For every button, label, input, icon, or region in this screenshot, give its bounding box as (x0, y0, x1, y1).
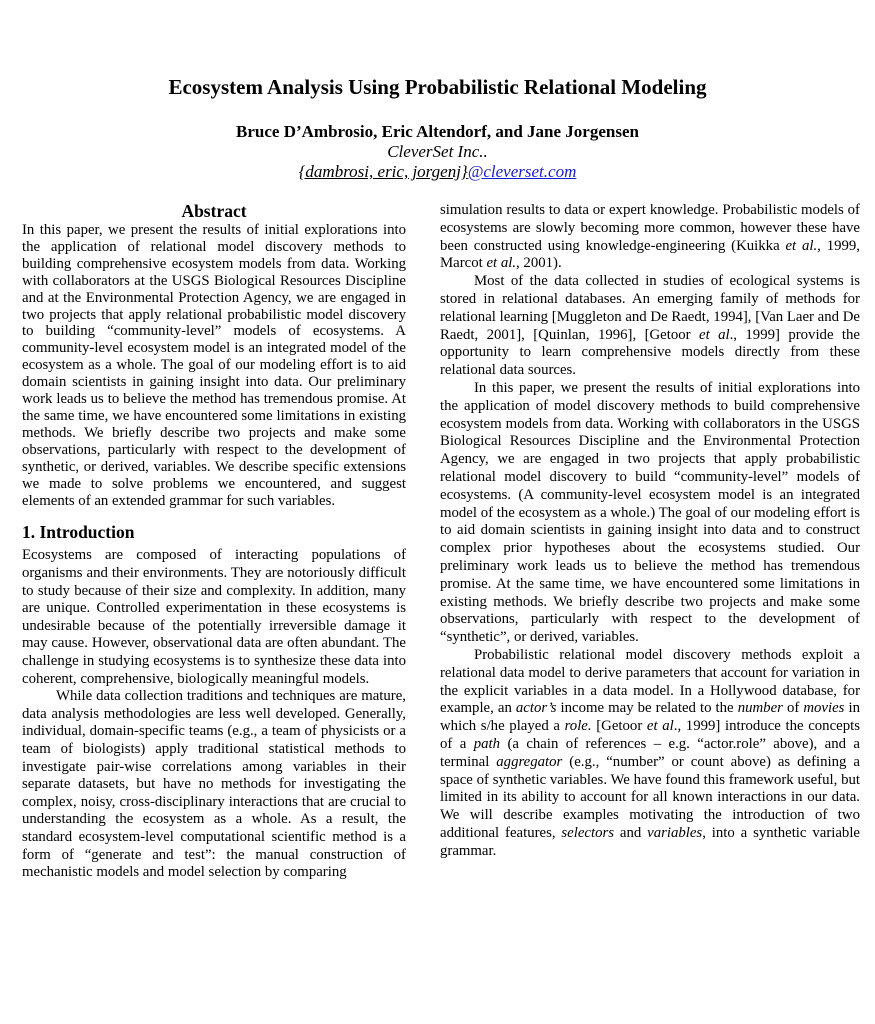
right-paragraph-1: simulation results to data or expert knowledge. Probabilistic models of ecosystems are slowly becoming more common, however these have been constructed using knowledge-engineering (Kuikka et al., 1999, Marcot et al., 2001). (440, 202, 860, 272)
left-column (22, 200, 406, 882)
right-paragraph-4: Probabilistic relational model discovery methods exploit a relational data model to derive parameters that account for variation in the explicit variables in a data model. In a Hollywood database, for example, an actor’s income may be related to the number of movies in which s/he played a role. [Getoor et al., 1999] introduce the concepts of a path (a chain of references – e.g. “actor.role” above), and a terminal aggregator (e.g., “number” or count above) as defining a space of synthetic variables. We have found this framework useful, but limited in its ability to account for all known interactions in our data. We will describe examples motivating the introduction of two additional features, selectors and variables, into a synthetic variable grammar. (440, 646, 861, 859)
introduction-heading: 1. Introduction (22, 522, 135, 543)
abstract-section (22, 200, 406, 509)
email-domain-link[interactable]: @cleverset.com (467, 162, 577, 181)
right-paragraph-2: Most of the data collected in studies of ecological systems is stored in relational databases. An emerging family of methods for relational learning [Muggleton and De Raedt, 1994], [Van Laer and De Raedt, 2001], [Quinlan, 1996], [Getoor et al., 1999] provide the opportunity to learn comprehensive models directly from these relational data sources. (440, 273, 861, 379)
author-emails (0, 161, 875, 182)
abstract-text: In this paper, we present the results of initial explorations into the application of relational model discovery methods to building comprehensive ecosystem models from data. Working with collaborators at the USGS Biological Resources Discipline and at the Environmental Protection Agency, we are engaged in two projects that apply relational probabilistic model discovery to building “community-level” models of ecosystems. A community-level ecosystem model is an integrated model of the ecosystem as a whole. The goal of our modeling effort is to aid domain scientists in gaining insight into data. Our preliminary work leads us to believe the method has tremendous promise. At the same time, we have encountered some limitations in existing methods. We briefly describe two projects and make some observations, particularly with respect to the development of synthetic, or derived, variables. We describe specific extensions we made to solve problems we encountered, and suggest elements of an extended grammar for such variables. (22, 222, 406, 509)
abstract-heading: Abstract (181, 201, 247, 221)
author-list: Bruce D’Ambrosio, Eric Altendorf, and Jane Jorgensen (236, 122, 639, 141)
email-users: {dambrosi, eric, jorgenj} (298, 162, 468, 181)
right-column (440, 202, 860, 860)
introduction-paragraph-2: While data collection traditions and techniques are mature, data analysis methodologies are less well developed. Generally, individual, domain-specific teams (e.g., a team of physicists or a team of biologists) apply traditional statistical methods to investigate pair-wise correlations among variables in their separate datasets, but have no methods for investigating the complex, noisy, cross-disciplinary interactions that are crucial to understanding the ecosystem as a whole. As a result, the standard ecosystem-level computational scientific method is a form of “generate and test”: the manual construction of mechanistic models and model selection by comparing (22, 688, 406, 881)
right-paragraph-3: In this paper, we present the results of initial explorations into the application of model discovery methods to build comprehensive ecosystem models from data. Working with collaborators in the USGS Biological Resources Discipline and the Environmental Protection Agency, we are engaged in two projects that apply probabilistic relational model discovery to build “community-level” models of ecosystems. (A community-level ecosystem model is an integrated model of the ecosystem as a whole.) The goal of our modeling effort is to aid domain scientists in gaining insight into data and to construct complex prior hypotheses about the ecosystems studied. Our preliminary work leads us to believe the method has tremendous promise. At the same time, we have encountered some limitations in existing methods. We briefly describe two projects and make some observations, particularly with respect to the development of “synthetic”, or derived, variables. (440, 379, 860, 646)
introduction-section (22, 521, 406, 881)
introduction-paragraph-1: Ecosystems are composed of interacting populations of organisms and their environments. They are notoriously difficult to study because of their size and complexity. In addition, many are unique. Controlled experimentation in these ecosystems is undesirable because of the potentially irreversible damage it may cause. However, observational data are often abundant. The challenge in studying ecosystems is to synthesize these data into coherent, comprehensive, biologically meaningful models. (22, 547, 406, 687)
affiliation: CleverSet Inc.. (387, 142, 488, 161)
paper-title: Ecosystem Analysis Using Probabilistic Relational Modeling (168, 75, 707, 99)
